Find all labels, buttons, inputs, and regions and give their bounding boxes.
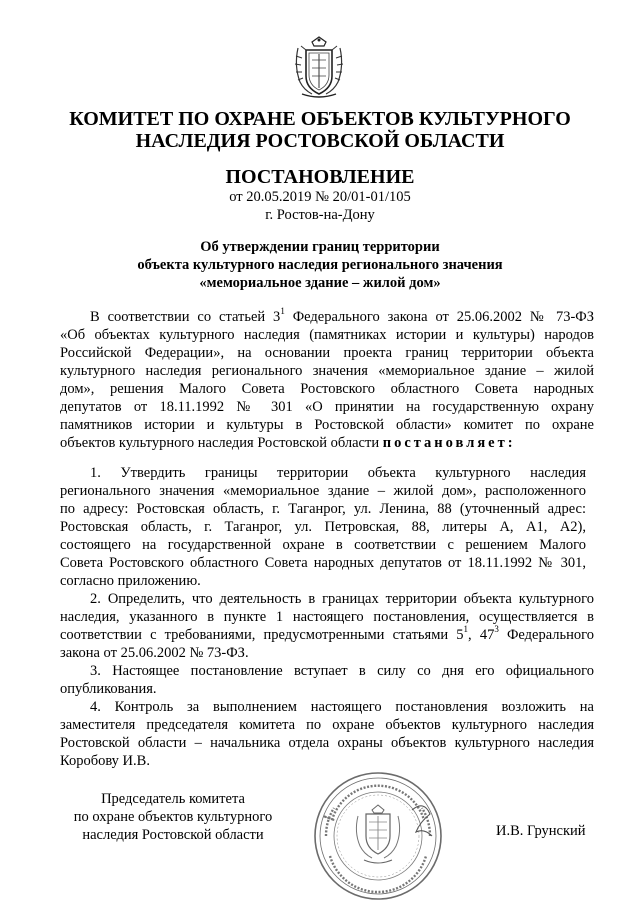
preamble-line: «Об объектах культурного наследия (памятниках истории и культуры) народов xyxy=(60,327,594,343)
item-text: , 47 xyxy=(468,627,495,643)
subject-line-1: Об утверждении границ территории xyxy=(200,239,440,255)
superscript: 3 xyxy=(494,624,499,635)
item-line: Ростовской области – начальника отдела охраны объектов культурного наследия xyxy=(60,735,594,751)
item-line: по адресу: Ростовская область, г. Таганрог, ул. Ленина, 88 (уточненный адрес: xyxy=(60,501,586,517)
preamble-text: Федерального закона от 25.06.2002 № 73-ФЗ xyxy=(284,309,594,325)
signer-position-line: Председатель комитета xyxy=(101,791,245,807)
preamble-line: Российской Федерации», на основании проекта границ территории объекта xyxy=(60,345,594,361)
item-line: Совета Ростовского областного Совета народных депутатов от 18.11.1992 № 301, xyxy=(60,555,586,571)
item-line: опубликования. xyxy=(60,681,157,697)
official-seal-icon xyxy=(312,770,444,902)
item-line: 2. Определить, что деятельность в границах территории объекта культурного xyxy=(90,591,594,607)
superscript: 1 xyxy=(280,306,285,317)
document-number: от 20.05.2019 № 20/01-01/105 xyxy=(229,189,411,205)
decides-word: постановляет: xyxy=(382,435,516,451)
preamble-paragraph xyxy=(60,308,594,452)
preamble-line xyxy=(60,434,594,452)
superscript: 1 xyxy=(463,624,469,635)
subject-line-2: объекта культурного наследия регионального значения xyxy=(137,257,503,273)
item-3-paragraph xyxy=(60,662,594,698)
signer-position-line: наследия Ростовской области xyxy=(82,827,264,843)
item-line: Ростовская область, г. Таганрог, ул. Петровская, 88, литеры А, А1, А2), xyxy=(60,519,586,535)
item-line: закона от 25.06.2002 № 73-ФЗ. xyxy=(60,645,249,661)
item-line: 1. Утвердить границы территории объекта культурного наследия xyxy=(90,465,586,481)
preamble-text: В соответствии со статьей 3 xyxy=(90,309,281,325)
item-text: соответствии с требованиями, предусмотренными статьями 5 xyxy=(60,627,464,643)
document-subject xyxy=(60,238,580,292)
org-line-2: НАСЛЕДИЯ РОСТОВСКОЙ ОБЛАСТИ xyxy=(135,130,505,152)
coat-of-arms-icon xyxy=(292,36,346,100)
signer-position xyxy=(58,790,288,844)
item-line: регионального значения «мемориальное здание – жилой дом», расположенного xyxy=(60,483,586,499)
item-line xyxy=(60,626,594,644)
subject-line-3: «мемориальное здание – жилой дом» xyxy=(199,275,441,291)
org-line-1: КОМИТЕТ ПО ОХРАНЕ ОБЪЕКТОВ КУЛЬТУРНОГО xyxy=(69,108,571,130)
item-line: согласно приложению. xyxy=(60,573,201,589)
signer-position-line: по охране объектов культурного xyxy=(73,809,273,825)
item-line: 3. Настоящее постановление вступает в силу со дня его официального xyxy=(90,663,594,679)
preamble-line: памятников истории и культуры в Ростовской области» комитет по охране xyxy=(60,417,594,433)
item-text: Федерального xyxy=(498,627,594,643)
preamble-line xyxy=(60,308,594,326)
item-2-paragraph xyxy=(60,590,594,662)
document-type: ПОСТАНОВЛЕНИЕ xyxy=(225,166,415,188)
organization-name xyxy=(40,108,600,152)
item-line: наследия, указанного в пункте 1 настоящего постановления, осуществляется в xyxy=(60,609,594,625)
item-1-paragraph xyxy=(60,464,586,590)
document-city: г. Ростов-на-Дону xyxy=(265,207,375,223)
preamble-text: объектов культурного наследия Ростовской области xyxy=(60,435,383,451)
preamble-line: культурного наследия регионального значения «мемориальное здание – жилой xyxy=(60,363,594,379)
preamble-line: дом», решения Малого Совета Ростовского областного Совета народных xyxy=(60,381,594,397)
preamble-line: депутатов от 18.11.1992 № 301 «О принятии на государственную охрану xyxy=(60,399,594,415)
item-line: состоящего на государственной охране в соответствии с решением Малого xyxy=(60,537,586,553)
item-line: 4. Контроль за выполнением настоящего постановления возложить на xyxy=(90,699,594,715)
item-4-paragraph xyxy=(60,698,594,770)
item-line: Коробову И.В. xyxy=(60,753,150,769)
signer-name: И.В. Грунский xyxy=(496,823,586,839)
item-line: заместителя председателя комитета по охране объектов культурного наследия xyxy=(60,717,594,733)
